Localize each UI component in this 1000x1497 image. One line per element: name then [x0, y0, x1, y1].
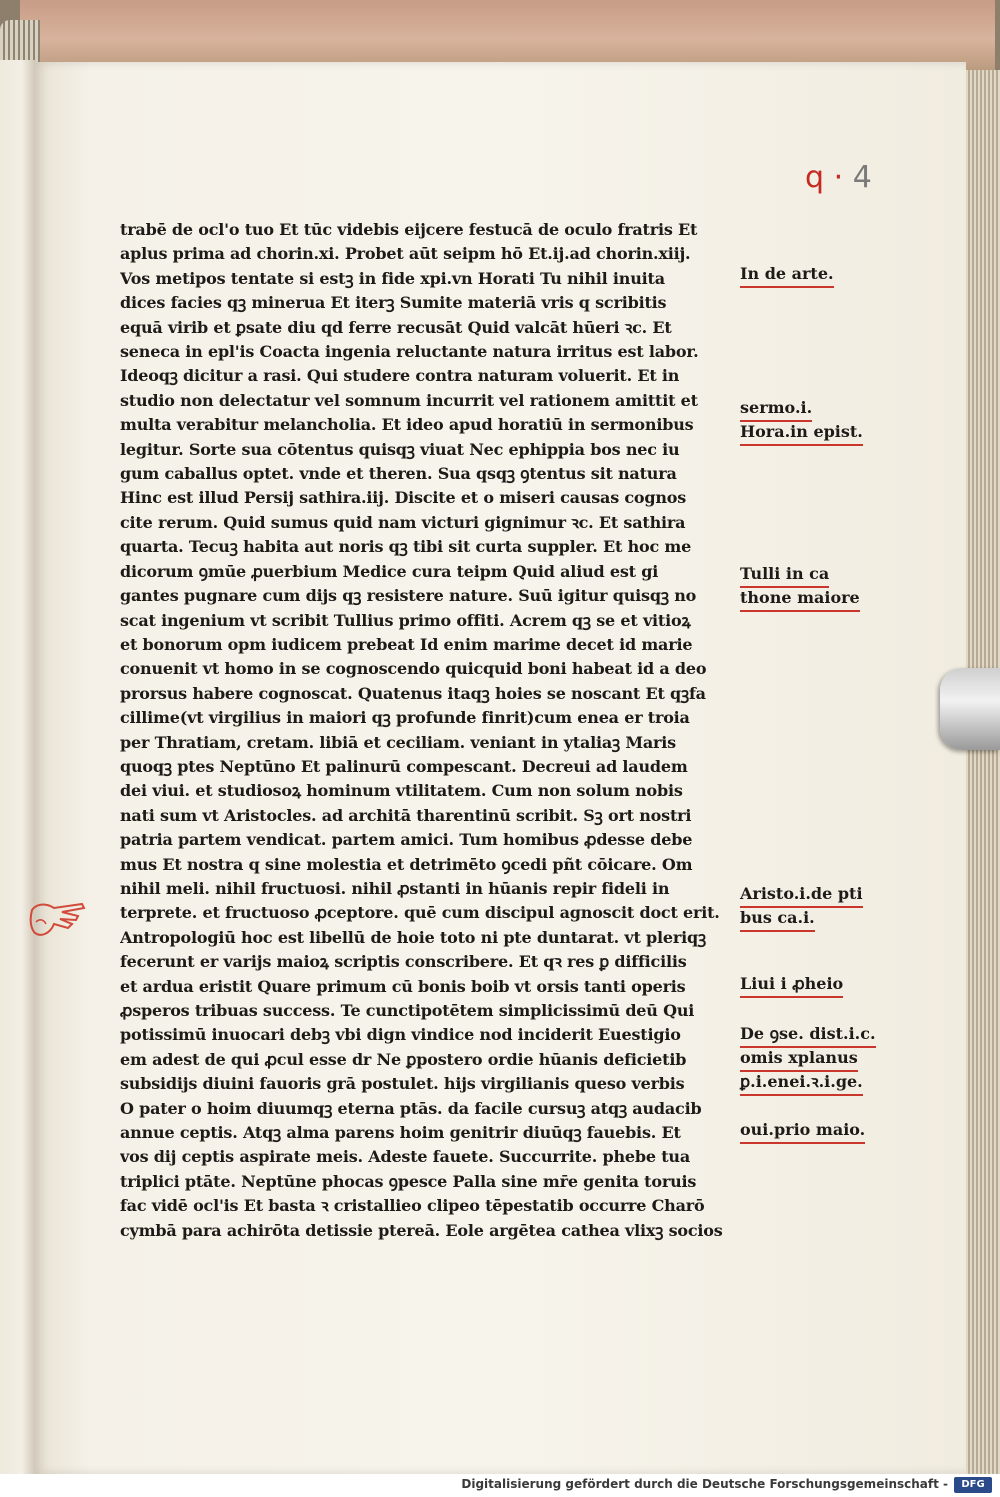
text-line: dicorum ꝯmūe ꝓuerbium Medice cura teipm Quid aliud est gi: [120, 561, 659, 581]
text-line: potissimū inuocari debꝫ vbi dign vindice nod inciderit Euestigio: [120, 1025, 681, 1045]
margin-note: In de arte.: [740, 262, 834, 286]
dfg-logo: DFG: [954, 1477, 992, 1493]
text-line: Antropologiū hoc est libellū de hoie toto ni pte duntarat. vt pleriqꝫ: [120, 927, 706, 947]
folio-page-number: 4: [852, 160, 872, 195]
pointing-hand-icon: [28, 892, 88, 944]
margin-note: bus ca.i.: [740, 906, 815, 930]
text-line: cillime(vt virgilius in maiori qꝫ profunde finrit)cum enea er troia: [120, 708, 690, 728]
text-line: multa verabitur melancholia. Et ideo apud horatiū in sermonibus: [120, 415, 694, 435]
text-line: nihil meli. nihil fructuosi. nihil ꝓstanti in hūanis repir fideli in: [120, 878, 670, 898]
text-line: seneca in epl'is Coacta ingenia reluctante natura irritus est labor.: [120, 342, 699, 362]
text-line: equā virib et ꝑsate diu qd ferre recusāt Quid valcāt hūeri ꝛc. Et: [120, 317, 672, 337]
folio-red-mark: q: [805, 160, 825, 195]
text-line: O pater o hoim diuumqꝫ eterna ptās. da facile cursuꝫ atqꝫ audacib: [120, 1098, 702, 1118]
text-line: gum caballus optet. vnde et theren. Sua qsqꝫ ꝯtentus sit natura: [120, 464, 677, 484]
text-line: annue ceptis. Atqꝫ alma parens hoim genitrir diuūqꝫ fauebis. Et: [120, 1123, 681, 1143]
text-line: vos dij ceptis aspirate meis. Adeste fauete. Succurrite. phebe tua: [120, 1147, 691, 1167]
page-clip: [940, 668, 1000, 750]
text-line: cite rerum. Quid sumus quid nam victuri gignimur ꝛc. Et sathira: [120, 512, 686, 532]
folio-dot: ·: [833, 160, 844, 195]
text-line: et bonorum opm iudicem prebeat Id enim marime decet id marie: [120, 634, 693, 654]
page-stack-edge: [964, 70, 1000, 1474]
text-line: Vos metipos tentate si estꝫ in fide xpi.vn Horati Tu nihil inuita: [120, 268, 665, 288]
text-line: subsidijs diuini fauoris grā postulet. hijs virgilianis queso verbis: [120, 1074, 685, 1094]
text-line: aplus prima ad chorin.xi. Probet aūt seipm hō Et.ij.ad chorin.xiij.: [120, 244, 691, 264]
text-line: fecerunt er varijs maioꝝ scriptis conscribere. Et qꝛ res ꝑ difficilis: [120, 952, 687, 972]
text-line: conuenit vt homo in se cognoscendo quicquid boni habeat id a deo: [120, 659, 707, 679]
main-text-block: [120, 218, 745, 1243]
text-line: dices facies qꝫ minerua Et iterꝫ Sumite materiā vris q scribitis: [120, 293, 667, 313]
left-page-edge: [0, 60, 36, 1474]
text-line: mus Et nostra q sine molestia et detrimēto ꝯcedi pñt cōicare. Om: [120, 854, 693, 874]
text-line: dei viui. et studiosoꝝ hominum vtilitatem. Cum non solum nobis: [120, 781, 683, 801]
funding-credit: Digitalisierung gefördert durch die Deutsche Forschungsgemeinschaft -: [461, 1477, 948, 1491]
text-line: cymbā para achirōta detissie ptereā. Eole argētea cathea vlixꝫ socios: [120, 1220, 723, 1240]
text-line: scat ingenium vt scribit Tullius primo offiti. Acrem qꝫ se et vitioꝝ: [120, 610, 691, 630]
text-line: quoqꝫ ptes Neptūno Et palinurū compescant. Decreui ad laudem: [120, 756, 688, 776]
margin-note: sermo.i.: [740, 396, 812, 420]
text-line: triplici ptāte. Neptūne phocas ꝯpesce Palla sine mr̄e genita toruis: [120, 1171, 697, 1191]
folio-number: [805, 160, 872, 195]
margin-note: Hora.in epist.: [740, 420, 863, 444]
text-line: Ideoqꝫ dicitur a rasi. Qui studere contra naturam voluerit. Et in: [120, 366, 680, 386]
margin-note: Aristo.i.de pti: [740, 882, 863, 906]
text-line: fac vidē ocl'is Et basta ꝛ cristallieo clipeo tēpestatib occurre Charō: [120, 1196, 705, 1216]
text-line: Hinc est illud Persij sathira.iij. Discite et o miseri causas cognos: [120, 488, 687, 508]
text-line: terprete. et fructuoso ꝓceptore. quē cum discipul agnoscit doct erit.: [120, 903, 720, 923]
text-line: nati sum vt Aristocles. ad architā tharentinū scribit. Sꝫ ort nostri: [120, 805, 692, 825]
margin-note: De ꝯse. dist.i.c.: [740, 1022, 876, 1046]
margin-note: Liui i ꝓheio: [740, 972, 843, 996]
text-line: em adest de qui ꝓcul esse dr Ne ꝑpostero ordie hūanis deficietib: [120, 1049, 687, 1069]
footer-bar: [0, 1474, 1000, 1497]
text-line: patria partem vendicat. partem amici. Tum homibus ꝓdesse debe: [120, 830, 693, 850]
margin-note: Tulli in ca: [740, 562, 829, 586]
text-line: per Thratiam, cretam. libiā et ceciliam. veniant in ytaliaꝫ Maris: [120, 732, 676, 752]
text-line: studio non delectatur vel somnum incurrit vel rationem amittit et: [120, 390, 698, 410]
text-line: gantes pugnare cum dijs qꝫ resistere nature. Suū igitur quisqꝫ no: [120, 586, 697, 606]
margin-note: oui.prio maio.: [740, 1118, 865, 1142]
text-line: et ardua eristit Quare primum cū bonis boib vt orsis tanti operis: [120, 976, 686, 996]
margin-note: omis xplanus: [740, 1046, 858, 1070]
text-line: ꝓsperos tribuas success. Te cunctipotētem simplicissimū deū Qui: [120, 1001, 695, 1020]
text-line: legitur. Sorte sua cōtentus quisqꝫ viuat Nec ephippia bos nec iu: [120, 439, 680, 459]
margin-note: ꝑ.i.enei.ꝛ.i.ge.: [740, 1070, 863, 1094]
margin-note: thone maiore: [740, 586, 860, 610]
text-line: prorsus habere cognoscat. Quatenus itaqꝫ hoies se noscant Et qꝫfa: [120, 683, 706, 703]
text-line: trabē de ocl'o tuo Et tūc videbis eijcere festucā de oculo fratris Et: [120, 220, 698, 239]
text-line: quarta. Tecuꝫ habita aut noris qꝫ tibi sit curta suppler. Et hoc me: [120, 537, 692, 557]
